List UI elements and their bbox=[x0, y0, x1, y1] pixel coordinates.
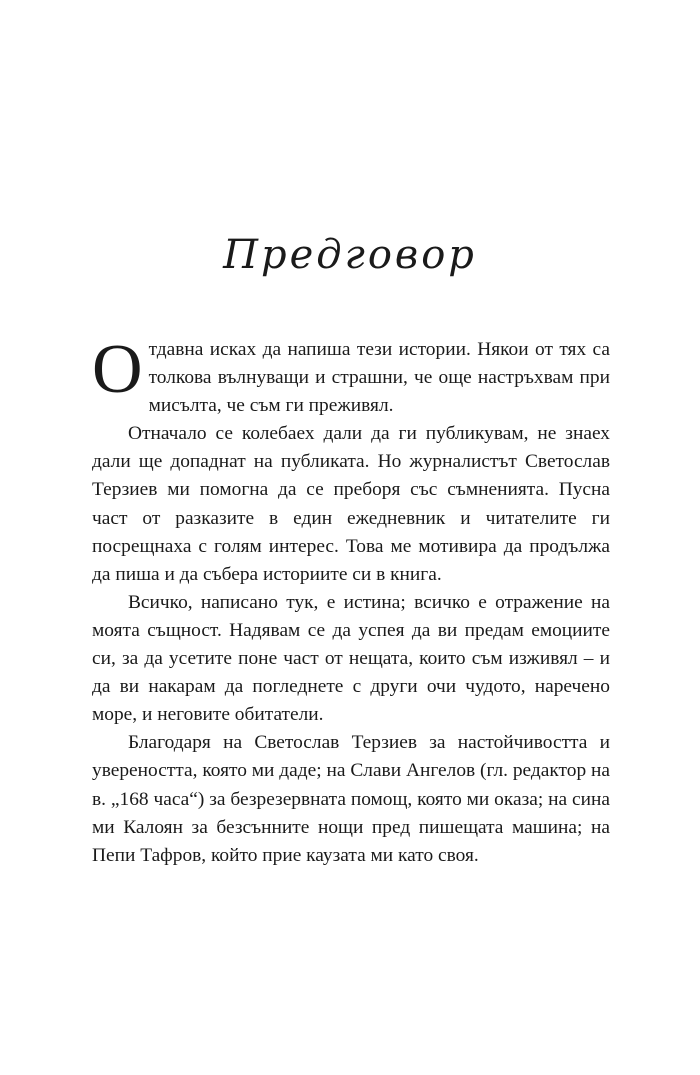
chapter-title: Предговор bbox=[223, 232, 477, 278]
paragraph-1 bbox=[92, 331, 610, 420]
paragraph-3: Всичко, написано тук, е истина; всичко е отражение на моята същност. Надявам се да успея да ви предам емоциите си, за да усетите поне част от нещата, които съм изживял – и да ви накарам да погледнете с други очи чудото, наречено море, и неговите обитатели. bbox=[92, 591, 610, 726]
drop-cap-letter: О bbox=[92, 331, 143, 408]
paragraph-1-text: тдавна исках да напиша тези истории. Някои от тях са толкова вълнуващи и страшни, че още настръхвам при мисълта, че съм ги преживял. bbox=[148, 339, 610, 417]
paragraph-2: Отначало се колебаех дали да ги публикувам, не знаех дали ще допаднат на публиката. Но журналистът Светослав Терзиев ми помогна да се преборя със съмненията. Пусна част от разказите в един ежедневник и читателите ги посрещнаха с голям интерес. Това ме мотивира да продължа да пиша и да събера историите си в книга. bbox=[92, 423, 610, 585]
preface-body bbox=[92, 331, 610, 870]
paragraph-4: Благодаря на Светослав Терзиев за настойчивостта и увереността, която ми даде; на Слави Ангелов (гл. редактор на в. „168 часа“) за безрезервната помощ, която ми оказа; на сина ми Калоян за безсънните нощи пред пишещата машина; на Пепи Тафров, който прие каузата ми като своя. bbox=[92, 732, 610, 866]
